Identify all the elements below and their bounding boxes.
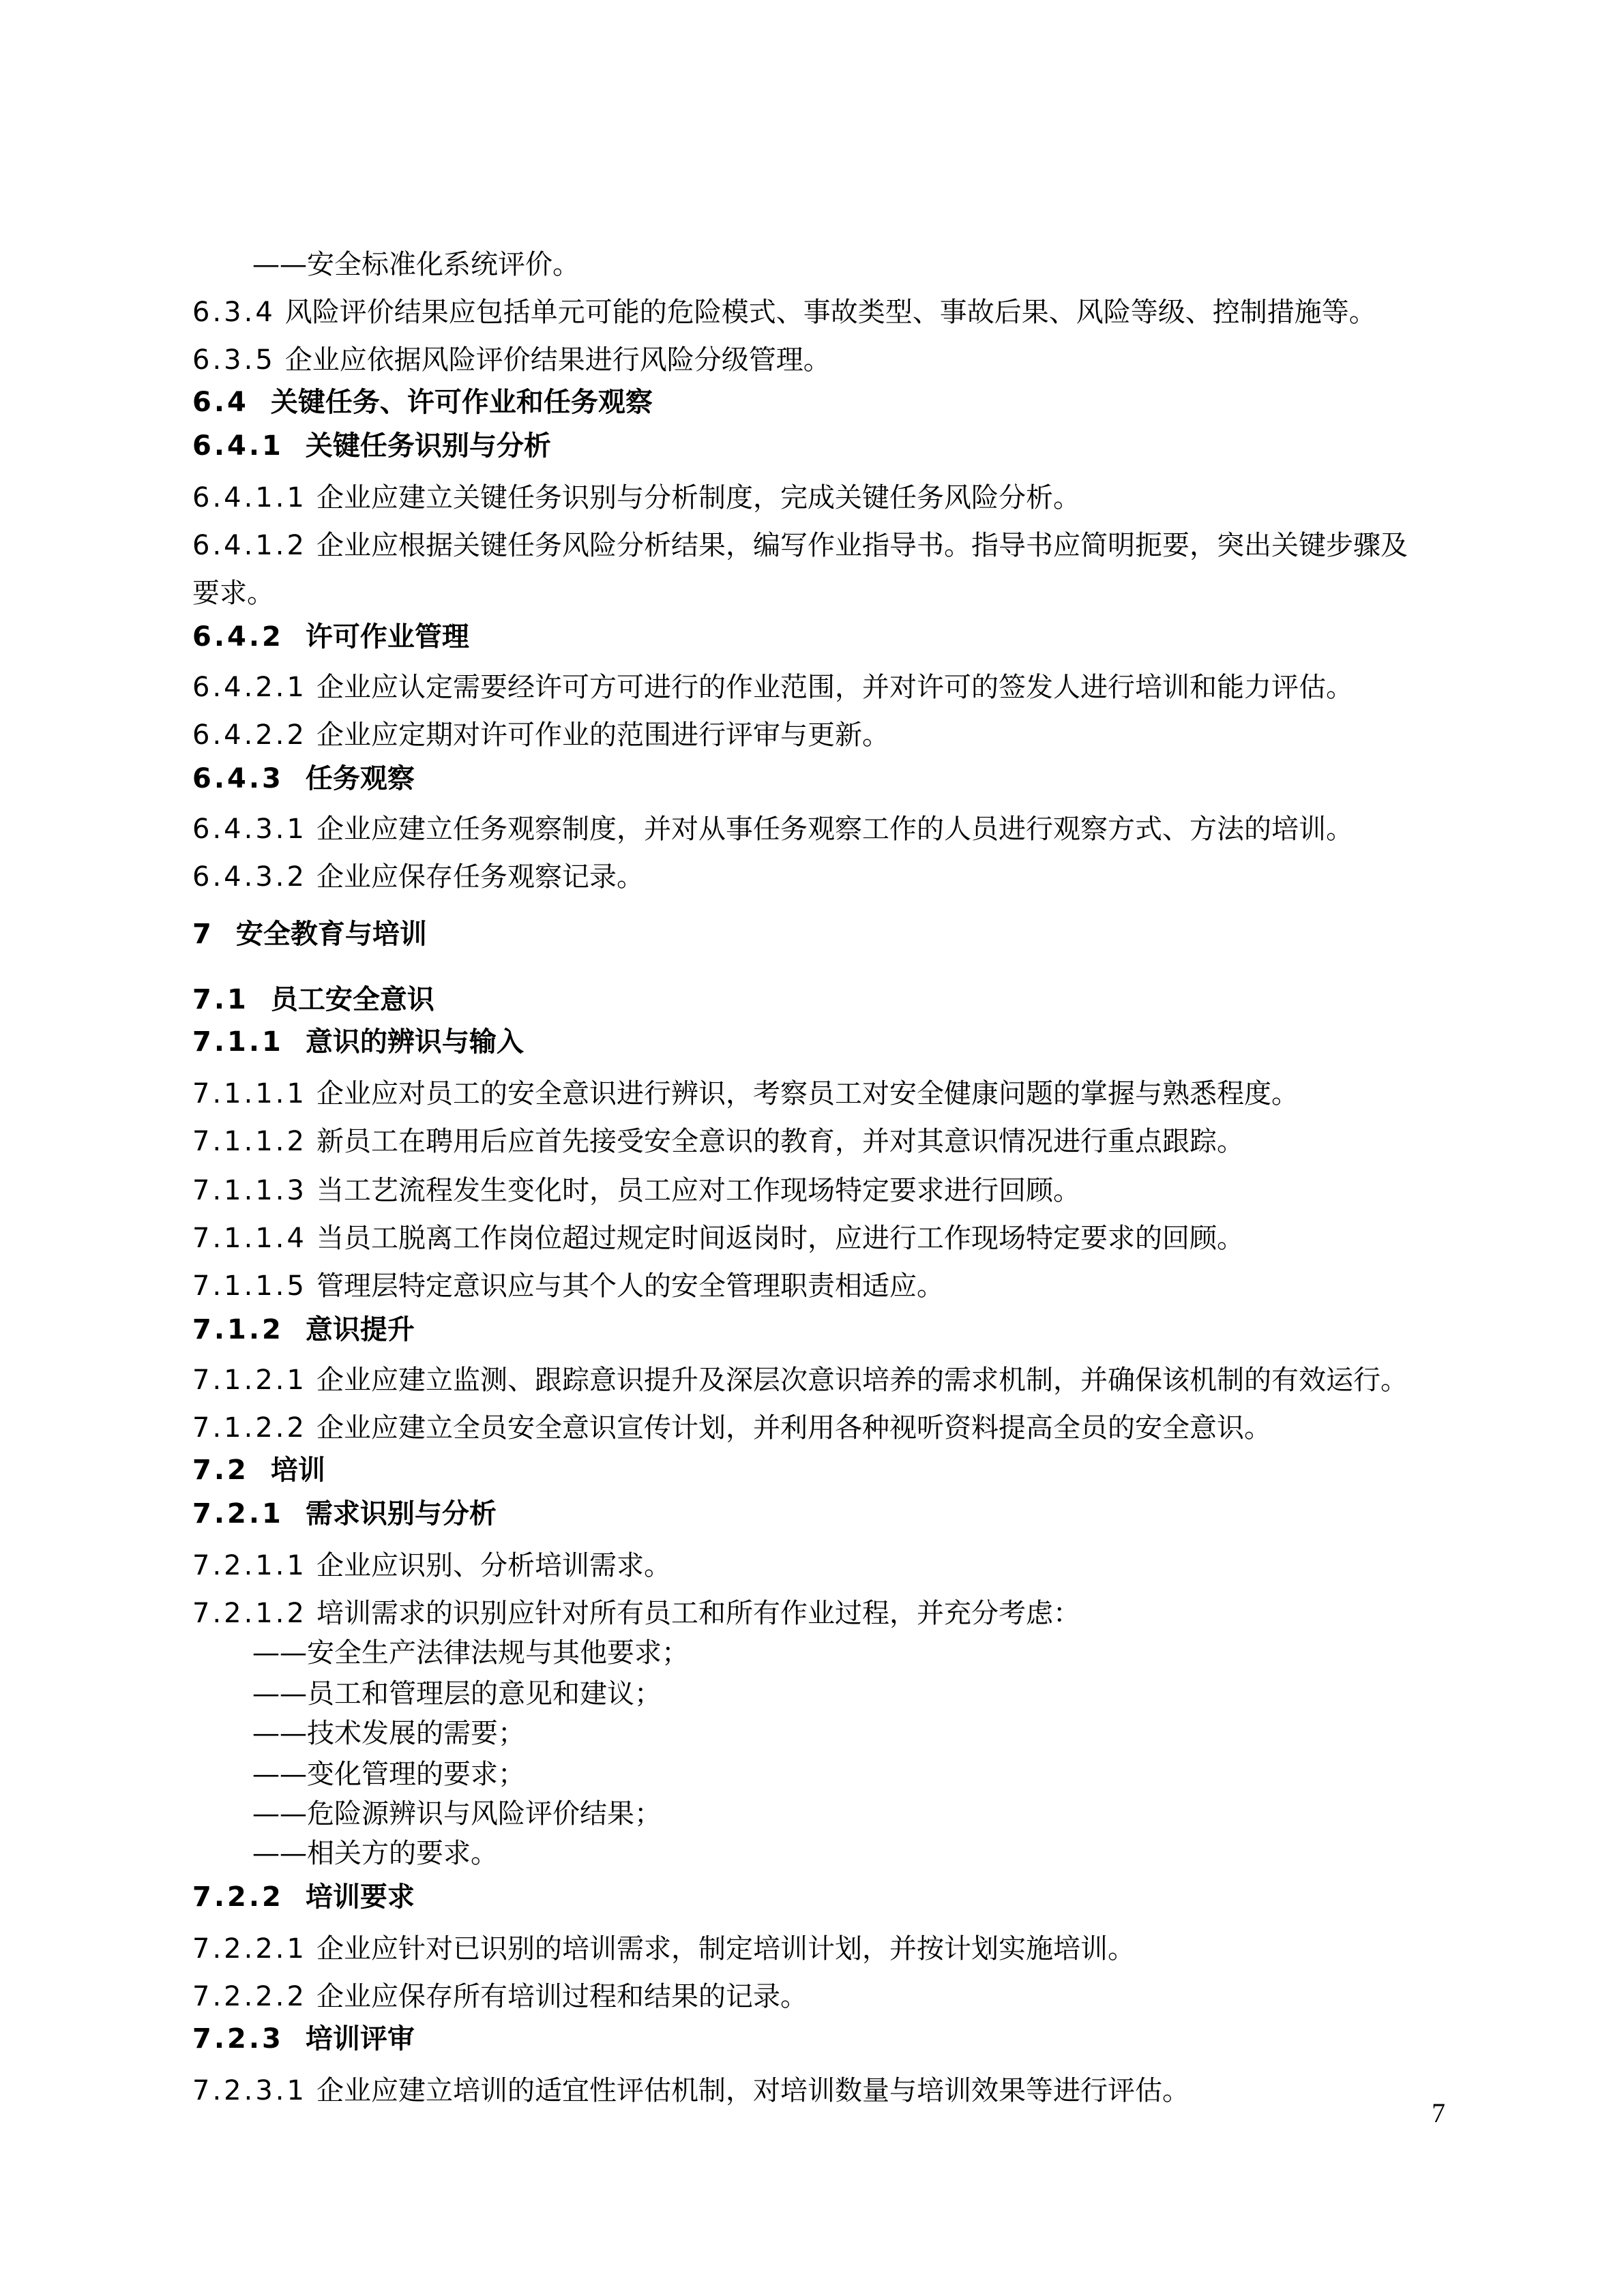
section-number: 7.2.1 <box>192 1498 284 1530</box>
section-title: 员工安全意识 <box>270 984 434 1015</box>
section-title: 培训要求 <box>305 1881 415 1913</box>
section-title: 任务观察 <box>305 763 415 794</box>
list-item-text: ——技术发展的需要； <box>252 1718 525 1749</box>
clause-7-2-1-2 <box>192 1597 1080 1630</box>
section-heading-6-4 <box>192 386 653 419</box>
section-number: 6.4.1 <box>192 430 284 462</box>
clause-text: 要求。 <box>192 578 274 609</box>
section-heading-6-4-3 <box>192 762 415 795</box>
clause-text: 新员工在聘用后应首先接受安全意识的教育，并对其意识情况进行重点跟踪。 <box>316 1126 1244 1157</box>
clause-number: 6.3.4 <box>192 297 276 328</box>
clause-number: 7.1.1.4 <box>192 1223 307 1254</box>
clause-continuation <box>192 577 274 610</box>
section-number: 6.4 <box>192 387 249 418</box>
clause-text: 企业应依据风险评价结果进行风险分级管理。 <box>284 344 831 376</box>
clause-text: 企业应建立关键任务识别与分析制度，完成关键任务风险分析。 <box>316 482 1080 513</box>
section-number: 6.4.2 <box>192 621 284 653</box>
clause-number: 7.1.1.3 <box>192 1175 307 1206</box>
clause-number: 7.1.2.1 <box>192 1365 307 1396</box>
section-title: 培训 <box>270 1455 325 1486</box>
list-item-text: ——安全生产法律法规与其他要求； <box>252 1637 689 1669</box>
clause-text: 企业应建立培训的适宜性评估机制，对培训数量与培训效果等进行评估。 <box>316 2075 1190 2106</box>
section-heading-7-2-2 <box>192 1881 415 1913</box>
section-heading-7-1-1 <box>192 1026 524 1058</box>
clause-number: 7.1.1.1 <box>192 1078 307 1109</box>
clause-text: 培训需求的识别应针对所有员工和所有作业过程，并充分考虑： <box>316 1598 1080 1629</box>
clause-text: 风险评价结果应包括单元可能的危险模式、事故类型、事故后果、风险等级、控制措施等。 <box>284 297 1376 328</box>
clause-7-1-1-5 <box>192 1270 944 1302</box>
chapter-title: 安全教育与培训 <box>235 919 427 950</box>
clause-6-4-1-2 <box>192 529 1408 562</box>
section-number: 6.4.3 <box>192 763 284 794</box>
line-text: ——安全标准化系统评价。 <box>252 249 580 280</box>
section-number: 7.2 <box>192 1455 249 1486</box>
clause-7-2-2-1 <box>192 1933 1135 1965</box>
list-item <box>252 1798 662 1830</box>
list-item-text: ——变化管理的要求； <box>252 1759 525 1790</box>
chapter-heading-7 <box>192 918 427 951</box>
section-title: 关键任务、许可作业和任务观察 <box>270 387 653 418</box>
section-title: 关键任务识别与分析 <box>305 430 551 462</box>
section-heading-7-2-1 <box>192 1497 497 1530</box>
clause-7-1-2-2 <box>192 1412 1271 1444</box>
clause-number: 7.1.2.2 <box>192 1412 307 1444</box>
section-heading-7-1-2 <box>192 1313 415 1346</box>
clause-7-2-1-1 <box>192 1549 671 1582</box>
clause-6-4-3-2 <box>192 861 644 893</box>
chapter-number: 7 <box>192 919 214 950</box>
clause-7-1-2-1 <box>192 1364 1408 1397</box>
clause-text: 企业应针对已识别的培训需求，制定培训计划，并按计划实施培训。 <box>316 1933 1135 1965</box>
clause-text: 管理层特定意识应与其个人的安全管理职责相适应。 <box>316 1270 944 1302</box>
section-title: 需求识别与分析 <box>305 1498 497 1530</box>
clause-7-2-3-1 <box>192 2074 1190 2107</box>
section-number: 7.2.2 <box>192 1881 284 1913</box>
clause-number: 6.4.3.1 <box>192 814 307 845</box>
section-number: 7.2.3 <box>192 2023 284 2055</box>
clause-6-4-2-2 <box>192 719 889 751</box>
clause-number: 6.4.1.2 <box>192 530 307 561</box>
section-number: 7.1.1 <box>192 1026 284 1058</box>
clause-7-2-2-2 <box>192 1980 808 2013</box>
section-title: 意识的辨识与输入 <box>305 1026 524 1058</box>
clause-text: 企业应建立任务观察制度，并对从事任务观察工作的人员进行观察方式、方法的培训。 <box>316 814 1353 845</box>
clause-7-1-1-3 <box>192 1174 1080 1207</box>
clause-text: 企业应建立全员安全意识宣传计划，并利用各种视听资料提高全员的安全意识。 <box>316 1412 1271 1444</box>
section-number: 7.1 <box>192 984 249 1015</box>
clause-number: 6.4.2.2 <box>192 719 307 751</box>
clause-6-4-2-1 <box>192 671 1353 704</box>
clause-number: 6.4.1.1 <box>192 482 307 513</box>
clause-6-3-4 <box>192 296 1376 329</box>
list-item <box>252 1637 689 1669</box>
clause-text: 企业应定期对许可作业的范围进行评审与更新。 <box>316 719 889 751</box>
clause-6-4-1-1 <box>192 481 1080 514</box>
clause-text: 企业应识别、分析培训需求。 <box>316 1550 671 1581</box>
section-heading-7-2-3 <box>192 2023 415 2055</box>
list-item <box>252 248 580 281</box>
clause-text: 企业应认定需要经许可方可进行的作业范围，并对许可的签发人进行培训和能力评估。 <box>316 672 1353 703</box>
section-heading-7-1 <box>192 983 434 1016</box>
clause-text: 企业应对员工的安全意识进行辨识，考察员工对安全健康问题的掌握与熟悉程度。 <box>316 1078 1299 1109</box>
clause-text: 企业应保存所有培训过程和结果的记录。 <box>316 1981 808 2012</box>
clause-7-1-1-2 <box>192 1125 1244 1158</box>
section-heading-7-2 <box>192 1454 325 1487</box>
list-item-text: ——相关方的要求。 <box>252 1838 498 1869</box>
clause-text: 企业应保存任务观察记录。 <box>316 861 644 893</box>
section-title: 意识提升 <box>305 1314 415 1345</box>
list-item <box>252 1717 525 1750</box>
clause-7-1-1-1 <box>192 1077 1299 1110</box>
clause-number: 7.1.1.2 <box>192 1126 307 1157</box>
clause-number: 7.2.1.2 <box>192 1598 307 1629</box>
clause-6-4-3-1 <box>192 813 1353 846</box>
list-item-text: ——危险源辨识与风险评价结果； <box>252 1798 662 1830</box>
list-item-text: ——员工和管理层的意见和建议； <box>252 1678 662 1710</box>
clause-number: 7.2.2.2 <box>192 1981 307 2012</box>
clause-7-1-1-4 <box>192 1222 1244 1255</box>
clause-text: 企业应建立监测、跟踪意识提升及深层次意识培养的需求机制，并确保该机制的有效运行。 <box>316 1365 1408 1396</box>
clause-number: 7.1.1.5 <box>192 1270 307 1302</box>
section-title: 培训评审 <box>305 2023 415 2055</box>
clause-text: 企业应根据关键任务风险分析结果，编写作业指导书。指导书应简明扼要，突出关键步骤及 <box>316 530 1408 561</box>
section-heading-6-4-2 <box>192 621 469 653</box>
clause-number: 7.2.3.1 <box>192 2075 307 2106</box>
clause-number: 6.3.5 <box>192 344 276 376</box>
list-item <box>252 1758 525 1791</box>
section-title: 许可作业管理 <box>305 621 469 653</box>
clause-number: 6.4.3.2 <box>192 861 307 893</box>
clause-text: 当员工脱离工作岗位超过规定时间返岗时，应进行工作现场特定要求的回顾。 <box>316 1223 1244 1254</box>
clause-number: 7.2.2.1 <box>192 1933 307 1965</box>
clause-text: 当工艺流程发生变化时，员工应对工作现场特定要求进行回顾。 <box>316 1175 1080 1206</box>
section-number: 7.1.2 <box>192 1314 284 1345</box>
clause-number: 6.4.2.1 <box>192 672 307 703</box>
list-item <box>252 1837 498 1870</box>
page-number: 7 <box>1432 2098 1445 2128</box>
clause-6-3-5 <box>192 344 831 376</box>
section-heading-6-4-1 <box>192 430 551 462</box>
list-item <box>252 1678 662 1710</box>
clause-number: 7.2.1.1 <box>192 1550 307 1581</box>
